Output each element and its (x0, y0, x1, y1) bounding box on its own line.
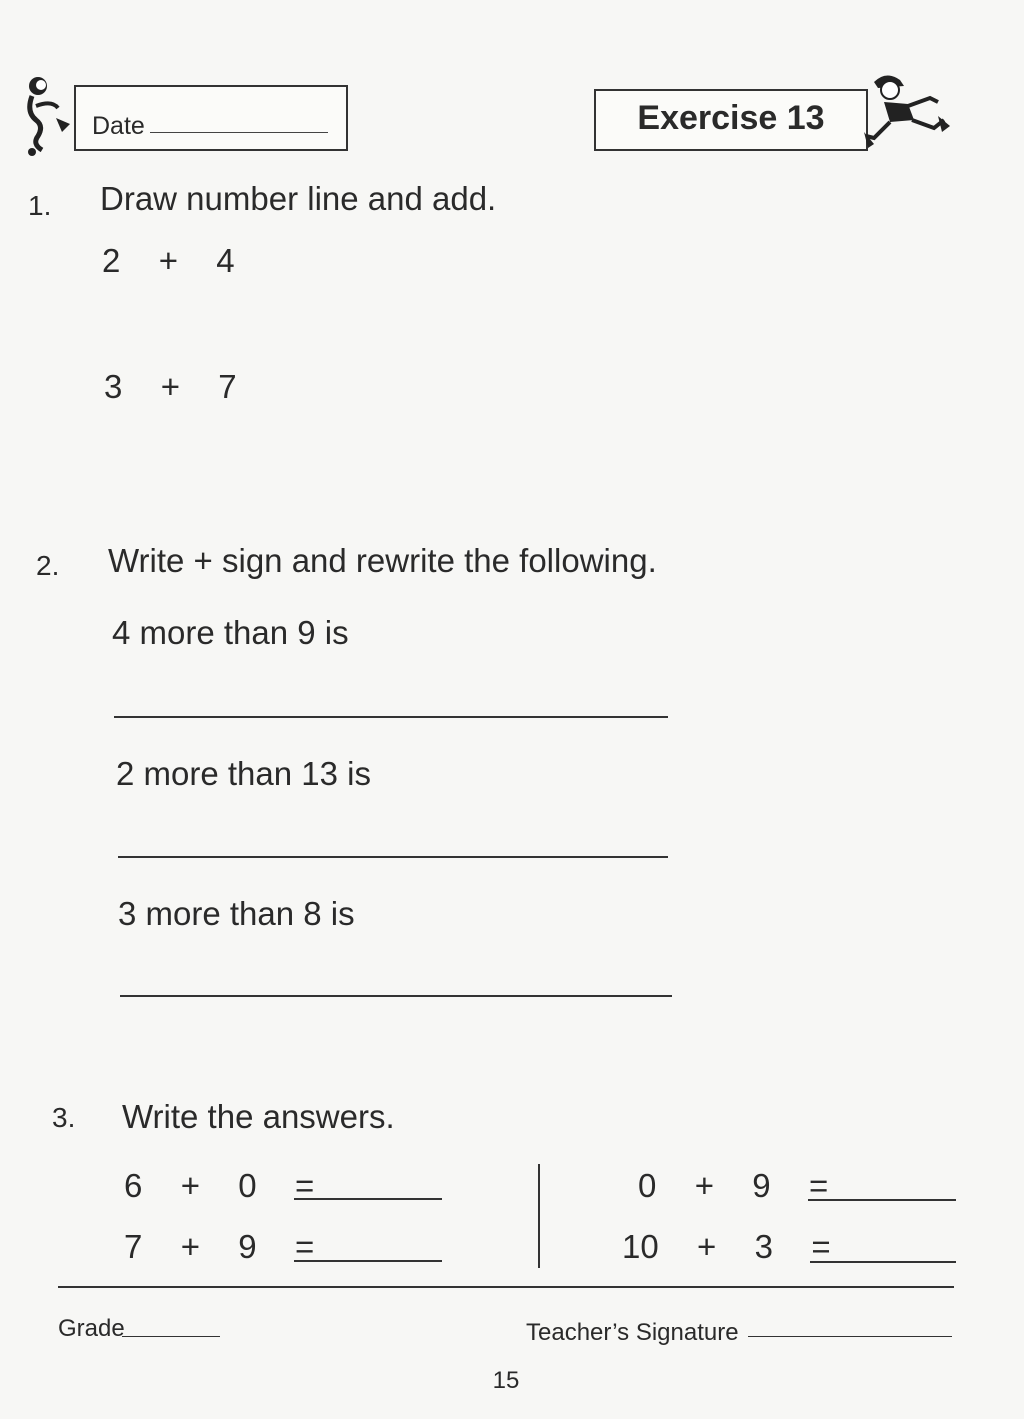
running-child-icon (864, 68, 954, 150)
q2-answer-line-2[interactable] (118, 856, 668, 858)
q2-item-2: 2 more than 13 is (116, 755, 371, 792)
q3-left-answer-1[interactable] (294, 1198, 442, 1200)
q3-left-item-1: 6 + 0 = (124, 1167, 315, 1204)
cartoon-figure-icon (22, 72, 76, 156)
q2-instruction: Write + sign and rewrite the following. (108, 542, 657, 579)
q2-item-1: 4 more than 9 is (112, 614, 349, 651)
exercise-title: Exercise 13 (637, 99, 825, 137)
q2-number: 2. (36, 550, 60, 581)
q2-item-3: 3 more than 8 is (118, 895, 355, 932)
q1-item-2: 3 + 7 (104, 368, 237, 405)
q1-number: 1. (28, 190, 52, 221)
teacher-signature-label: Teacher’s Signature (526, 1319, 739, 1346)
grade-field[interactable] (122, 1336, 220, 1337)
q3-right-item-2: 10 + 3 = (622, 1228, 831, 1265)
q3-right-item-1: 0 + 9 = (638, 1167, 829, 1204)
q3-right-answer-2[interactable] (810, 1261, 956, 1263)
q3-number: 3. (52, 1102, 76, 1133)
footer-divider (58, 1286, 954, 1288)
column-divider (538, 1164, 540, 1268)
grade-label: Grade (58, 1315, 125, 1342)
q3-instruction: Write the answers. (122, 1098, 395, 1135)
teacher-signature-field[interactable] (748, 1336, 952, 1337)
date-label: Date (92, 112, 145, 140)
q3-left-item-2: 7 + 9 = (124, 1228, 315, 1265)
q3-right-answer-1[interactable] (808, 1199, 956, 1201)
q1-item-1: 2 + 4 (102, 242, 235, 279)
q3-left-answer-2[interactable] (294, 1260, 442, 1262)
q2-answer-line-3[interactable] (120, 995, 672, 997)
q1-instruction: Draw number line and add. (100, 180, 497, 217)
page-number: 15 (492, 1367, 520, 1394)
date-field[interactable] (150, 132, 328, 133)
q2-answer-line-1[interactable] (114, 716, 668, 718)
